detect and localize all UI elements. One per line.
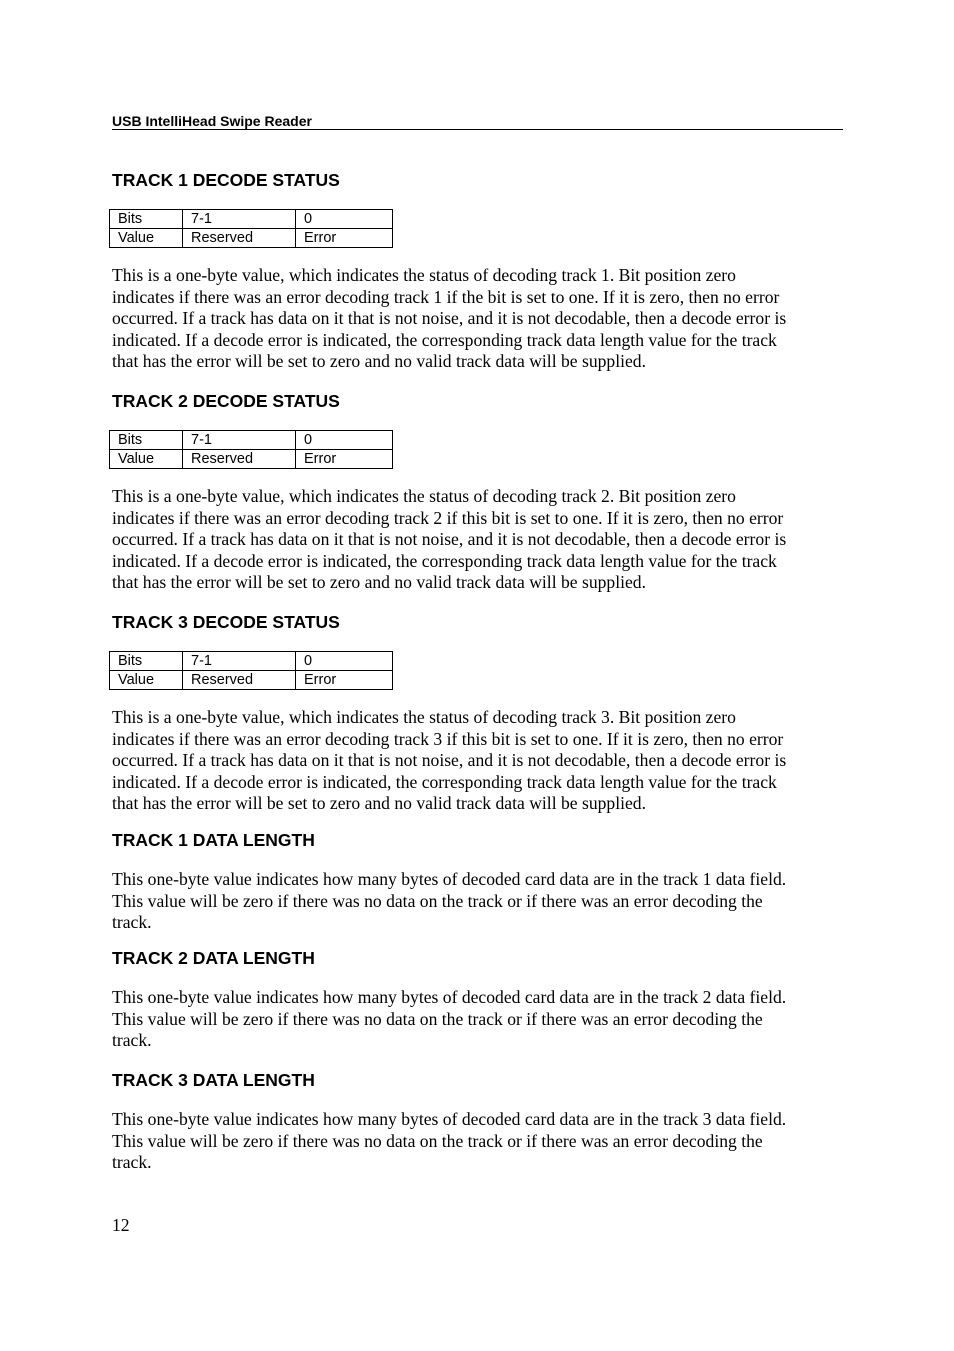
body-paragraph: This one-byte value indicates how many bytes of decoded card data are in the track 2 data field. This value will be zero if there was no data on the track or if there was an error decoding the track. <box>112 987 787 1050</box>
body-paragraph: This is a one-byte value, which indicates the status of decoding track 3. Bit position zero indicates if there was an error decoding track 3 if this bit is set to one. If it is zero, then no error occurred. If a track has data on it that is not noise, and it is not decodable, then a decode error is indicated. If a decode error is indicated, the corresponding track data length value for the track that has the error will be set to zero and no valid track data will be supplied. <box>112 707 787 813</box>
table-cell: Reserved <box>183 229 296 248</box>
table-row <box>110 229 393 248</box>
table-cell: Bits <box>110 652 183 671</box>
table-cell: Bits <box>110 431 183 450</box>
page-number: 12 <box>112 1215 130 1235</box>
table-cell: 7-1 <box>183 431 296 450</box>
body-paragraph: This is a one-byte value, which indicates the status of decoding track 1. Bit position zero indicates if there was an error decoding track 1 if the bit is set to one. If it is zero, then no error occurred. If a track has data on it that is not noise, and it is not decodable, then a decode error is indicated. If a decode error is indicated, the corresponding track data length value for the track that has the error will be set to zero and no valid track data will be supplied. <box>112 265 787 371</box>
body-paragraph: This one-byte value indicates how many bytes of decoded card data are in the track 3 data field. This value will be zero if there was no data on the track or if there was an error decoding the track. <box>112 1109 787 1172</box>
body-paragraph: This one-byte value indicates how many bytes of decoded card data are in the track 1 data field. This value will be zero if there was no data on the track or if there was an error decoding the track. <box>112 869 787 932</box>
table-cell: 7-1 <box>183 652 296 671</box>
table-row <box>110 431 393 450</box>
bits-table-track1 <box>109 209 393 248</box>
table-row <box>110 210 393 229</box>
table-row <box>110 450 393 469</box>
table-cell: Value <box>110 450 183 469</box>
table-cell: Error <box>296 671 393 690</box>
table-cell: Reserved <box>183 450 296 469</box>
table-row <box>110 652 393 671</box>
table-cell: Value <box>110 671 183 690</box>
bits-table-track3 <box>109 651 393 690</box>
table-cell: Error <box>296 450 393 469</box>
section-heading-track1-data-length: TRACK 1 DATA LENGTH <box>112 830 315 850</box>
table-cell: Bits <box>110 210 183 229</box>
section-heading-track2-decode-status: TRACK 2 DECODE STATUS <box>112 391 340 411</box>
section-heading-track1-decode-status: TRACK 1 DECODE STATUS <box>112 170 340 190</box>
table-cell: Reserved <box>183 671 296 690</box>
section-heading-track3-decode-status: TRACK 3 DECODE STATUS <box>112 612 340 632</box>
table-row <box>110 671 393 690</box>
table-cell: 7-1 <box>183 210 296 229</box>
table-cell: 0 <box>296 652 393 671</box>
table-cell: Error <box>296 229 393 248</box>
body-paragraph: This is a one-byte value, which indicates the status of decoding track 2. Bit position zero indicates if there was an error decoding track 2 if this bit is set to one. If it is zero, then no error occurred. If a track has data on it that is not noise, and it is not decodable, then a decode error is indicated. If a decode error is indicated, the corresponding track data length value for the track that has the error will be set to zero and no valid track data will be supplied. <box>112 486 787 592</box>
table-cell: 0 <box>296 431 393 450</box>
table-cell: Value <box>110 229 183 248</box>
table-cell: 0 <box>296 210 393 229</box>
section-heading-track3-data-length: TRACK 3 DATA LENGTH <box>112 1070 315 1090</box>
section-heading-track2-data-length: TRACK 2 DATA LENGTH <box>112 948 315 968</box>
running-header: USB IntelliHead Swipe Reader <box>112 113 843 130</box>
bits-table-track2 <box>109 430 393 469</box>
